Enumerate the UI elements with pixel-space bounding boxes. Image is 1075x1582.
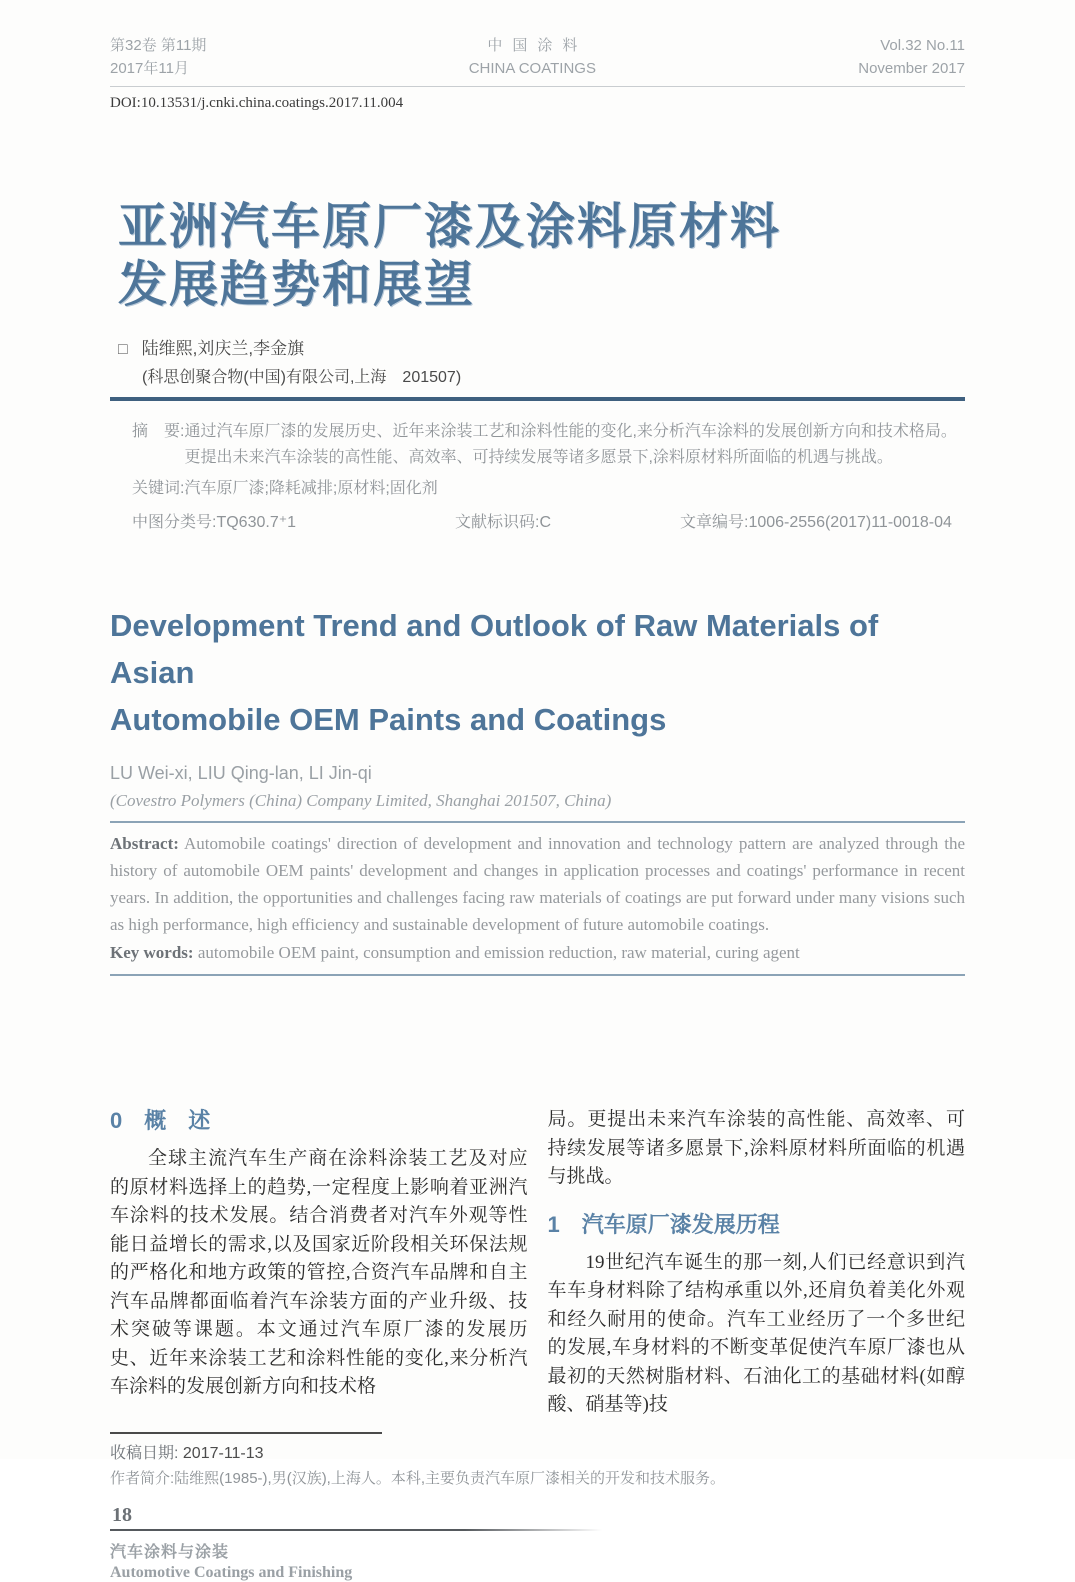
abstract-cn-row (132, 419, 965, 471)
section-0-title: 概 述 (144, 1108, 211, 1133)
clc-number (132, 510, 455, 536)
article-id (680, 510, 952, 536)
received-date-value: 2017-11-13 (178, 1444, 264, 1462)
footnote-author-bio (110, 1467, 965, 1488)
article-id-label: 文章编号: (680, 514, 749, 531)
clc-label: 中图分类号: (132, 514, 217, 531)
abstract-en-block (110, 830, 965, 966)
article-title-cn-line1: 亚洲汽车原厂漆及涂料原材料 (118, 200, 782, 254)
keywords-en-label: Key words: (110, 943, 194, 962)
journal-name-cn: 中国涂料 (487, 37, 588, 54)
date-cn: 2017年11月 (110, 60, 189, 77)
masthead-volume-cn (110, 34, 206, 80)
section-1-heading (548, 1208, 966, 1239)
date-en: November 2017 (858, 60, 965, 77)
doi-text: DOI:10.13531/j.cnki.china.coatings.2017.11.004 (110, 95, 404, 111)
keywords-en-text: automobile OEM paint, consumption and emission reduction, raw material, curing agent (193, 943, 800, 962)
volume-issue-en: Vol.32 No.11 (880, 37, 965, 54)
author-bio-text: 陆维熙(1985-),男(汉族),上海人。本科,主要负责汽车原厂漆相关的开发和技术服务。 (174, 1469, 726, 1487)
abstract-en-bottom-rule (110, 974, 965, 976)
article-title-en-line1: Development Trend and Outlook of Raw Materials of Asian (110, 608, 879, 690)
body-column-right (548, 1104, 966, 1420)
section-1-title: 汽车原厂漆发展历程 (581, 1211, 780, 1237)
title-divider-rule (110, 397, 965, 401)
clc-value: TQ630.7⁺1 (216, 514, 297, 531)
masthead-divider (110, 86, 965, 87)
abstract-cn-block (132, 419, 965, 536)
article-title-en-line2: Automobile OEM Paints and Coatings (110, 702, 667, 737)
section-0-heading (110, 1104, 528, 1135)
page-number: 18 (112, 1503, 132, 1526)
body-column-left (110, 1104, 528, 1420)
section-1-number: 1 (547, 1211, 560, 1237)
volume-issue-cn: 第32卷 第11期 (110, 37, 207, 54)
authors-cn: 陆维熙,刘庆兰,李金旗 (141, 339, 305, 358)
abstract-en-label: Abstract: (110, 834, 179, 853)
abstract-cn-label: 摘 要: (132, 423, 185, 440)
received-date-label: 收稿日期: (110, 1444, 179, 1462)
keywords-cn-text: 汽车原厂漆;降耗减排;原材料;固化剂 (184, 480, 438, 497)
footer-column-title-en: Automotive Coatings and Finishing (110, 1563, 353, 1581)
article-meta-row (132, 510, 965, 536)
keywords-cn-row (132, 476, 965, 502)
keywords-cn-label: 关键词: (132, 480, 185, 497)
abstract-en-text: Automobile coatings' direction of development and innovation and technology pattern are analyzed through the history of automobile OEM paints' development and changes in application processes and coatings' performance in recent years. In addition, the opportunities and challenges facing raw materials of coatings are put forward under many visions such as high performance, high efficiency and sustainable development of future automobile coatings. (110, 834, 965, 934)
abstract-en-top-rule (110, 821, 965, 823)
doc-code-value: C (539, 514, 552, 531)
document-code (455, 510, 680, 536)
footnote-divider (110, 1432, 382, 1434)
article-id-value: 1006-2556(2017)11-0018-04 (748, 514, 952, 531)
article-title-cn (118, 198, 965, 314)
author-marker-square: □ (118, 341, 128, 358)
journal-name-en: CHINA COATINGS (468, 60, 596, 77)
section-0-number: 0 (110, 1108, 123, 1133)
body-columns (110, 1104, 965, 1420)
article-title-cn-line2: 发展趋势和展望 (118, 258, 476, 312)
author-bio-label: 作者简介: (110, 1469, 175, 1487)
masthead-volume-en (858, 34, 965, 80)
footnote-block (110, 1432, 965, 1488)
section-0-paragraph: 全球主流汽车生产商在涂料涂装工艺及对应的原材料选择上的趋势,一定程度上影响着亚洲汽车涂料的技术发展。结合消费者对汽车外观等性能日益增长的需求,以及国家近阶段相关环保法规的严格化和地方政策的管控,合资汽车品牌和自主汽车品牌都面临着汽车涂装方面的产业升级、技术突破等课题。本文通过汽车原厂漆的发展历史、近年来涂装工艺和涂料性能的变化,来分析汽车涂料的发展创新方向和技术格 (110, 1148, 528, 1397)
section-0-paragraph-continued: 局。更提出未来汽车涂装的高性能、高效率、可持续发展等诸多愿景下,涂料原材料所面临的机遇与挑战。 (547, 1109, 965, 1187)
footer-column-title-cn: 汽车涂料与涂装 (110, 1543, 230, 1561)
keywords-en-row (110, 939, 965, 966)
section-1-paragraph: 19世纪汽车诞生的那一刻,人们已经意识到汽车车身材料除了结构承重以外,还肩负着美化外观和经久耐用的使命。汽车工业经历了一个多世纪的发展,车身材料的不断变革促使汽车原厂漆也从最初的天然树脂材料、石油化工的基础材料(如醇酸、硝基等)技 (547, 1251, 965, 1415)
affiliation-en: (Covestro Polymers (China) Company Limited, Shanghai 201507, China) (110, 791, 612, 810)
page-footer (110, 1504, 965, 1582)
authors-cn-row (118, 334, 965, 359)
footer-rule (110, 1529, 602, 1531)
authors-en: LU Wei-xi, LIU Qing-lan, LI Jin-qi (110, 763, 372, 783)
masthead (110, 34, 965, 80)
abstract-en-paragraph (110, 830, 965, 938)
footnote-received (110, 1440, 965, 1463)
article-title-en (110, 602, 965, 743)
abstract-cn-text: 通过汽车原厂漆的发展历史、近年来涂装工艺和涂料性能的变化,来分析汽车涂料的发展创新方向和技术格局。更提出未来汽车涂装的高性能、高效率、可持续发展等诸多愿景下,涂料原材料所面临的机遇与挑战。 (184, 423, 957, 466)
masthead-journal-name (469, 34, 596, 80)
affiliation-cn: (科思创聚合物(中国)有限公司,上海 201507) (142, 369, 462, 386)
doc-code-label: 文献标识码: (455, 514, 540, 531)
